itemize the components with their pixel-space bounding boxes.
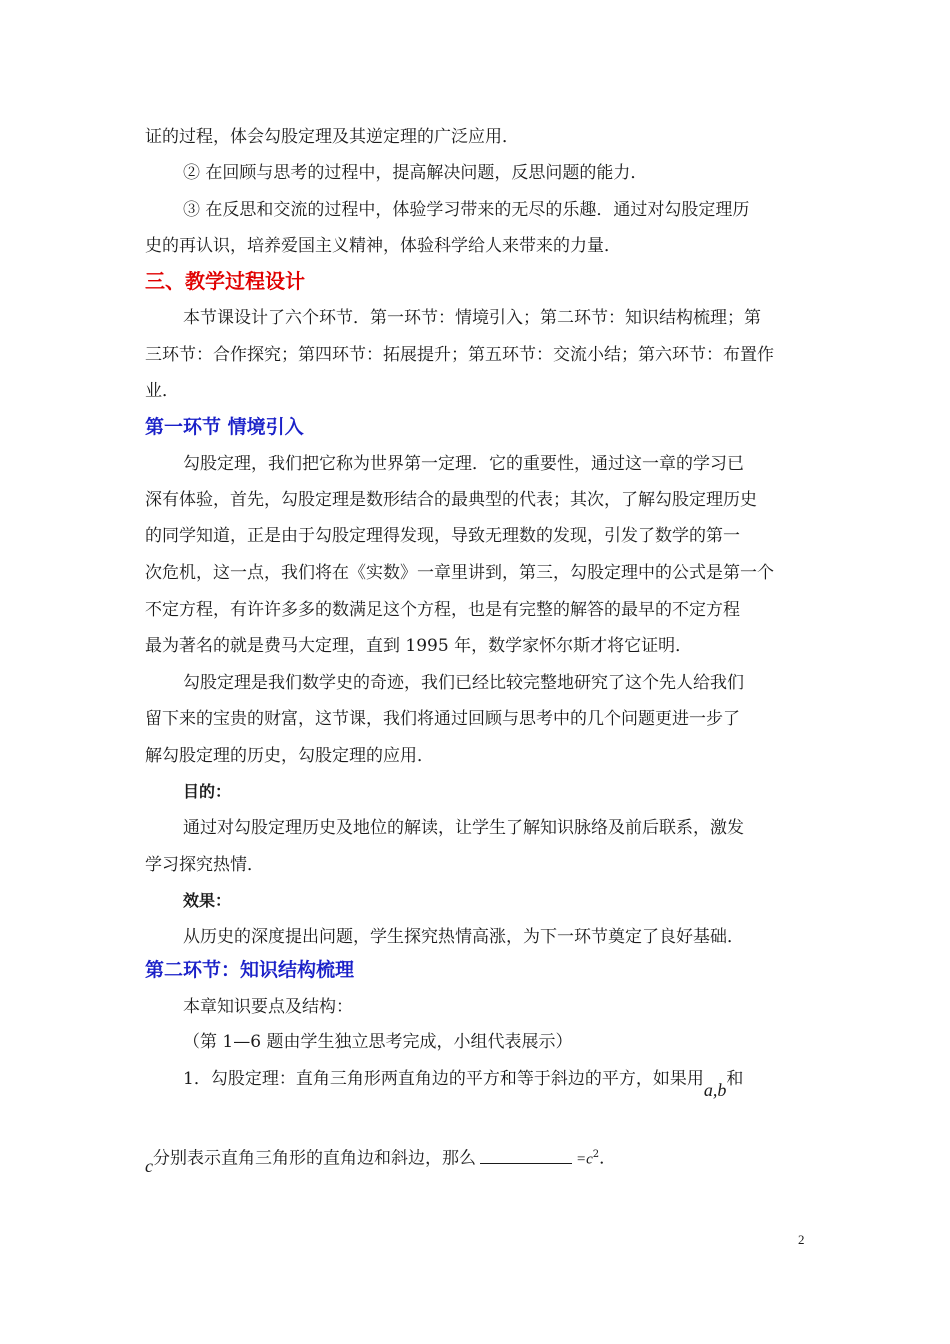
effect-label: 效果： — [183, 891, 232, 910]
text-line: 通过对勾股定理历史及地位的解读，让学生了解知识脉络及前后联系，激发 — [183, 818, 744, 838]
text-line: 本章知识要点及结构： — [183, 997, 353, 1017]
text-line: 留下来的宝贵的财富，这节课，我们将通过回顾与思考中的几个问题更进一步了 — [145, 709, 740, 729]
text-line: 业． — [145, 381, 179, 401]
text-line: 三环节：合作探究；第四环节：拓展提升；第五环节：交流小结；第六环节：布置作 — [145, 345, 774, 365]
text-line: ② 在回顾与思考的过程中，提高解决问题，反思问题的能力． — [183, 163, 648, 183]
question-1-line-2 — [145, 1137, 810, 1178]
text-line: 从历史的深度提出问题，学生探究热情高涨，为下一环节奠定了良好基础． — [183, 927, 744, 947]
text-line: 学习探究热情． — [145, 855, 264, 875]
math-var-c: c — [145, 1155, 153, 1176]
text-line: （第 1—6 题由学生独立思考完成，小组代表展示） — [183, 1032, 573, 1052]
answer-blank[interactable] — [480, 1147, 572, 1164]
math-eq-c: =c — [576, 1151, 593, 1168]
text-line: 深有体验，首先，勾股定理是数形结合的最典型的代表；其次，了解勾股定理历史 — [145, 490, 757, 510]
text-line: 勾股定理，我们把它称为世界第一定理．它的重要性，通过这一章的学习已 — [183, 454, 744, 474]
text-line: ③ 在反思和交流的过程中，体验学习带来的无尽的乐趣．通过对勾股定理历 — [183, 200, 750, 220]
text-line: 最为著名的就是费马大定理，直到 1995 年，数学家怀尔斯才将它证明． — [145, 636, 693, 656]
subsection-heading: 第一环节 情境引入 — [145, 416, 304, 438]
goal-label: 目的： — [183, 782, 232, 801]
text-line: 本节课设计了六个环节．第一环节：情境引入；第二环节：知识结构梳理；第 — [183, 308, 761, 328]
question-1-text: 1．勾股定理：直角三角形两直角边的平方和等于斜边的平方，如果用 — [183, 1069, 704, 1089]
text-line: 次危机，这一点，我们将在《实数》一章里讲到，第三，勾股定理中的公式是第一个 — [145, 563, 774, 583]
text-line: 勾股定理是我们数学史的奇迹，我们已经比较完整地研究了这个先人给我们 — [183, 673, 744, 693]
question-1-line — [183, 1060, 810, 1100]
text-line: 的同学知道，正是由于勾股定理得发现，导致无理数的发现，引发了数学的第一 — [145, 526, 740, 546]
page-number: 2 — [798, 1232, 805, 1247]
section-heading: 三、教学过程设计 — [145, 269, 305, 293]
question-1-text-2: 分别表示直角三角形的直角边和斜边，那么 — [153, 1148, 476, 1169]
text-line: 证的过程，体会勾股定理及其逆定理的广泛应用． — [145, 127, 519, 147]
and-text: 和 — [726, 1069, 744, 1089]
text-line: 解勾股定理的历史，勾股定理的应用． — [145, 746, 434, 766]
text-line: 史的再认识，培养爱国主义精神，体验科学给人来带来的力量． — [145, 236, 621, 256]
period: ． — [599, 1148, 617, 1169]
subsection-heading: 第二环节：知识结构梳理 — [145, 959, 355, 981]
text-line: 不定方程，有许许多多的数满足这个方程，也是有完整的解答的最早的不定方程 — [145, 600, 740, 620]
math-vars-ab: a,b — [703, 1080, 727, 1100]
math-exponent: 2 — [592, 1149, 600, 1160]
